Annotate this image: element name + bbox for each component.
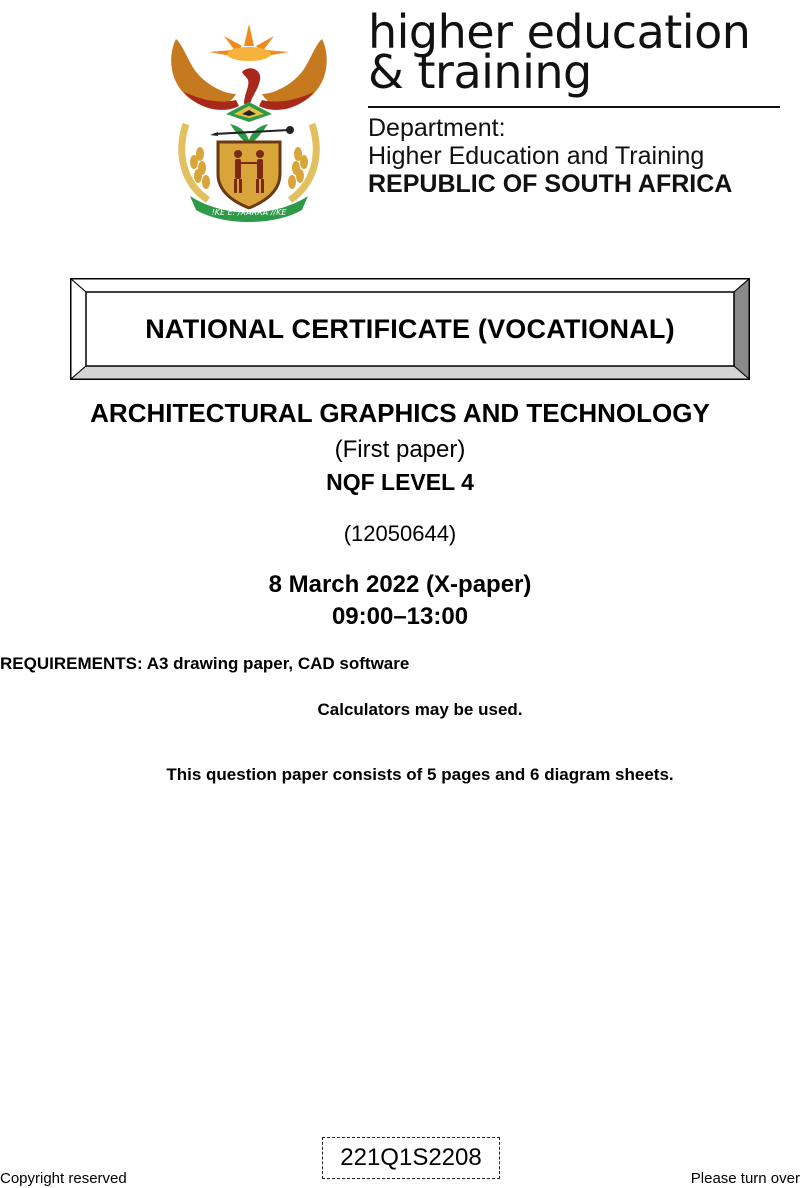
- exam-date: 8 March 2022 (X-paper): [268, 571, 532, 598]
- motto-text: !KE E: /XARRA //KE: [211, 208, 287, 217]
- brand-divider: [368, 106, 780, 108]
- exam-time: 09:00–13:00: [331, 603, 469, 630]
- requirements-text: REQUIREMENTS: A3 drawing paper, CAD software: [0, 654, 410, 673]
- paper-number: (First paper): [334, 436, 466, 463]
- certificate-title: NATIONAL CERTIFICATE (VOCATIONAL): [145, 313, 675, 344]
- country-name: REPUBLIC OF SOUTH AFRICA: [368, 170, 733, 198]
- paper-code-box: [322, 1137, 500, 1179]
- coat-of-arms-icon: [164, 14, 334, 224]
- brand-line-1: higher education: [368, 5, 751, 59]
- subject-title: ARCHITECTURAL GRAPHICS AND TECHNOLOGY: [90, 398, 710, 428]
- copyright-text: Copyright reserved: [0, 1170, 127, 1187]
- department-brand: [368, 5, 788, 198]
- page-count-note: This question paper consists of 5 pages and 6 diagram sheets.: [166, 765, 674, 784]
- brand-line-2: & training: [368, 45, 592, 99]
- subject-code: (12050644): [343, 521, 457, 546]
- turn-over-text: Please turn over: [690, 1170, 800, 1187]
- paper-code: 221Q1S2208: [340, 1144, 482, 1171]
- nqf-level: NQF LEVEL 4: [326, 469, 474, 495]
- calculators-note: Calculators may be used.: [317, 700, 523, 719]
- certificate-frame: [70, 278, 750, 380]
- department-name: Higher Education and Training: [368, 142, 705, 170]
- department-label: Department:: [368, 114, 506, 142]
